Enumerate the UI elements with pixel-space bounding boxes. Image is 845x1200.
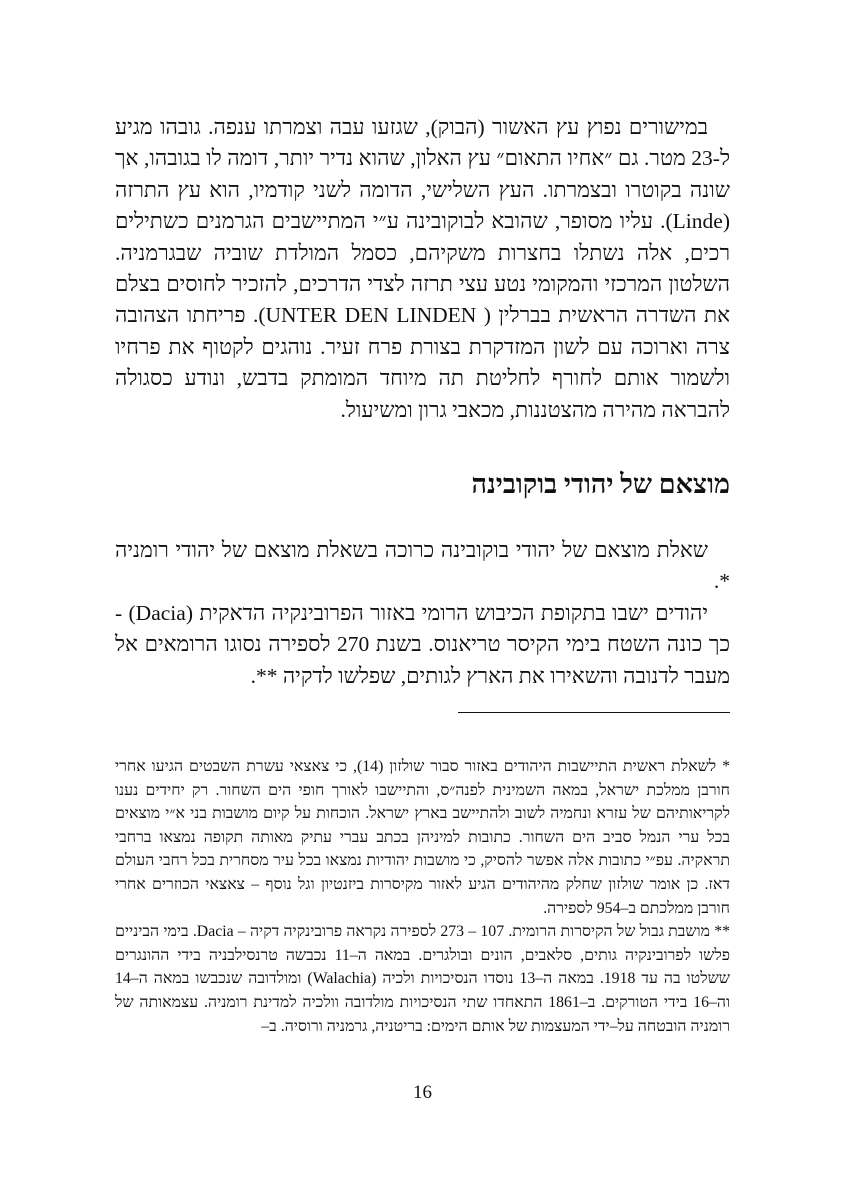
footnote-2: ** מושבת גבול של הקיסרות הרומית. 107 – 273 לספירה נקראה פרובינקיה דקיה – Dacia. בימי הביניים פלשו לפרובינקיה גותים, סלאבים, הונים ובולגרים. במאה ה–11 נכבשה טרנסילבניה בידי ההונגרים ששלטו בה עד 1918. במאה ה–13 נוסדו הנסיכויות ולכיה (Walachia) ומולדובה שנכבשו במאה ה–14 וה–16 בידי הטורקים. ב–1861 התאחדו שתי הנסיכויות מולדובה וולכיה למדינת רומניה. עצמאותה של רומניה הובטחה על–ידי המעצמות של אותם הימים: בריטניה, גרמניה ורוסיה. ב– bbox=[115, 923, 730, 1035]
section-text bbox=[115, 535, 730, 692]
footnote-separator bbox=[458, 712, 730, 713]
footnotes bbox=[115, 755, 730, 1038]
page-number: 16 bbox=[413, 1082, 432, 1103]
footnote-1: * לשאלת ראשית התיישבות היהודים באזור סבור שולזון (14), כי צאצאי עשרת השבטים הגיעו אחרי חורבן ממלכת ישראל, במאה השמינית לפנה״ס, והתיישבו לאורך חופי הים השחור. רק יחידים נענו לקריאותיהם של עזרא ונחמיה לשוב ולהתיישב בארץ ישראל. הוכחות על קיום מושבות בני א״י מוצאים בכל ערי הנמל סביב הים השחור. כתובות למיניהן בכתב עברי עתיק מאותה תקופה נמצאו ברחבי תראקיה. עפ״י כתובות אלה אפשר להסיק, כי מושבות יהודיות נמצאו בכל עיר מסחרית בכל רחבי העולם דאז. כן אומר שולזון שחלק מהיהודים הגיע לאזור מקיסרות ביזנטיון וגל נוסף – צאצאי הכוזרים אחרי חורבן ממלכתם ב–954 לספירה. bbox=[115, 758, 730, 917]
paragraph-linde-tree: במישורים נפוץ עץ האשור (הבוק), שגזעו עבה וצמרתו ענפה. גובהו מגיע ל-23 מטר. גם ״אחיו התאום״ עץ האלון, שהוא נדיר יותר, דומה לו בגובהו, אך שונה בקוטרו ובצמרתו. העץ השלישי, הדומה לשני קודמיו, הוא עץ התרזה (Linde). עליו מסופר, שהובא לבוקובינה ע״י המתיישבים הגרמנים כשתילים רכים, אלה נשתלו בחצרות משקיהם, כסמל המולדת שוביה שבגרמניה. השלטון המרכזי והמקומי נטע עצי תרזה לצדי הדרכים, להזכיר לחוסים בצלם את השדרה הראשית בברלין ( UNTER DEN LINDEN). פריחתו הצהובה צרה וארוכה עם לשון המזדקרת בצורת פרח זעיר. נוהגים לקטוף את פרחיו ולשמור אותם לחורף לחליטת תה מיוחד המומתק בדבש, ונודע כסגולה להבראה מהירה מהצטננות, מכאבי גרון ומשיעול. bbox=[115, 115, 730, 422]
paragraph-origin-question: שאלת מוצאם של יהודי בוקובינה כרוכה בשאלת מוצאם של יהודי רומניה *. bbox=[115, 538, 730, 594]
section-heading: מוצאם של יהודי בוקובינה bbox=[471, 469, 730, 499]
paragraph-roman-era: יהודים ישבו בתקופת הכיבוש הרומי באזור הפרובינקיה הדאקית (Dacia) - כך כונה השטח בימי הקיסר טריאנוס. בשנת 270 לספירה נסוגו הרומאים אל מעבר לדנובה והשאירו את הארץ לגותים, שפלשו לדקיה **. bbox=[115, 600, 730, 688]
body-text bbox=[115, 112, 730, 426]
